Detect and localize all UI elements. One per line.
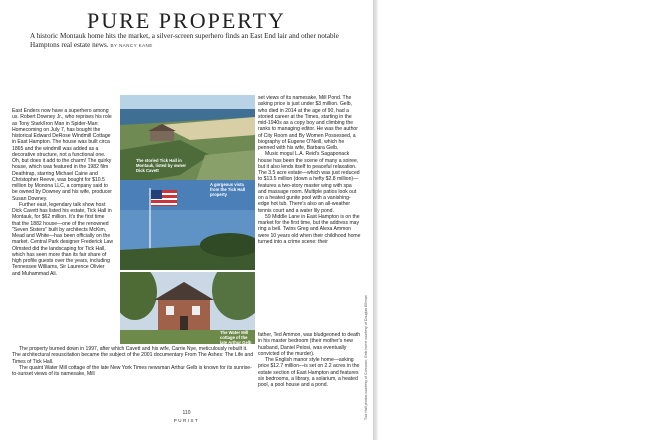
caption-3: The Water Mill cottage of the late Arthur Gelb [220, 330, 252, 345]
article-dek [30, 32, 350, 50]
dek-text: A historic Montauk home hits the market, a silver-screen superhero finds an East End lair and other notable Hamptons real estate news. [30, 32, 339, 49]
text-column-2 [258, 95, 361, 245]
paragraph: 59 Middle Lane in East Hampton is on the market for the first time, but the address may ring a bell. Twins Greg and Alexa Ammon were 10 years old when their childhood home turned into a crime scene: their [258, 213, 361, 245]
bottom-left-column [12, 330, 254, 377]
photo-credit: Tick Hall photos courtesy of Corcoran; Gelb home courtesy of Douglas Elliman [364, 295, 368, 420]
bottom-right-column [258, 330, 361, 388]
paragraph: Further east, legendary talk show host Dick Cavett has listed his estate, Tick Hall in Montauk, for $62 million. It's the first time that the 1882 house—one of the renowned "Seven Sisters" built by architects McKim, Mead and White—has been officially on the market. Central Park designer Frederick Law Olmsted did the landscaping for Tick Hall, which has seen more than its fair share of high profile guests over the years, including Tennessee Williams, Sir Laurence Olivier and Muhammad Ali. [12, 201, 114, 277]
text-column-1 [12, 108, 114, 277]
page-number: 110 [182, 410, 191, 416]
caption-2: A gorgeous vista from the Tick Hall property [210, 182, 246, 197]
article-title: PURE PROPERTY [87, 8, 286, 33]
paragraph: Music mogul L.A. Reid's Sagaponack house has been the scene of many a soiree, but it also lends itself to peaceful relaxation. The 3.5 acre estate—which was just reduced to $13.5 million (down a hefty $2.8 million)—features a two-story master wing with spa and massage room. Multiple patios look out on a heated gunite pool with a vanishing-edge hot tub. There's also an all-weather tennis court and a water lily pond. [258, 151, 360, 214]
paragraph: father, Ted Ammon, was bludgeoned to death in his master bedroom (their mother's new husband, Daniel Pelosi, was eventually convicted of the murder). [258, 332, 361, 357]
paragraph: The property burned down in 1997, after which Cavett and his wife, Carrie Nye, meticulously rebuilt it. The architectural resuscitation became the subject of the 2001 documentary From The Ashes: The Life and Times of Tick Hall. [12, 346, 254, 365]
paragraph: The quaint Water Mill cottage of the late New York Times newsman Arthur Gelb is known for its sunrise-to-sunset views of its namesake, Mill [12, 364, 252, 377]
paragraph: set views of its namesake, Mill Pond. The asking price is just under $3 million. Gelb, who died in 2014 at the age of 90, had a storied career at the Times, starting in the mid-1940s as a copy boy and climbing the ranks to managing editor. He was the author of City Room and By Women Possessed, a biography of Eugene O'Neill, which he penned with his wife, Barbara Gelb. [258, 95, 358, 151]
magazine-brand: PURIST [173, 418, 200, 423]
paragraph: The English manor style home—asking price $12.7 million—is set on 2.2 acres in the estate section of East Hampton and features six bedrooms, a library, a solarium, a heated pool, a pool house and a pond. [258, 357, 360, 388]
right-page-blank [378, 0, 660, 440]
page-folio [0, 410, 373, 423]
caption-1: The storied Tick Hall in Montauk, listed by owner Dick Cavett [136, 158, 187, 173]
byline: BY NANCY KANE [110, 43, 153, 48]
paragraph: East Enders now have a superhero among us. Robert Downey Jr., who reprises his role as Tony Stark/Iron Man in Spider-Man: Homecoming on July 7, has bought the historical Edward DeRose Windmill Cottage in East Hampton. The house was built circa 1865 and the windmill was added as a decorative structure, not a functional one. Oh, but does it add to the charm! The quirky house, which was featured in the 1982 film Deathtrap, starring Michael Caine and Christopher Reeve, was bought for $10.5 million by Monona LLC, a company said to be owned by Downey and his wife, producer Susan Downey. [12, 108, 112, 202]
